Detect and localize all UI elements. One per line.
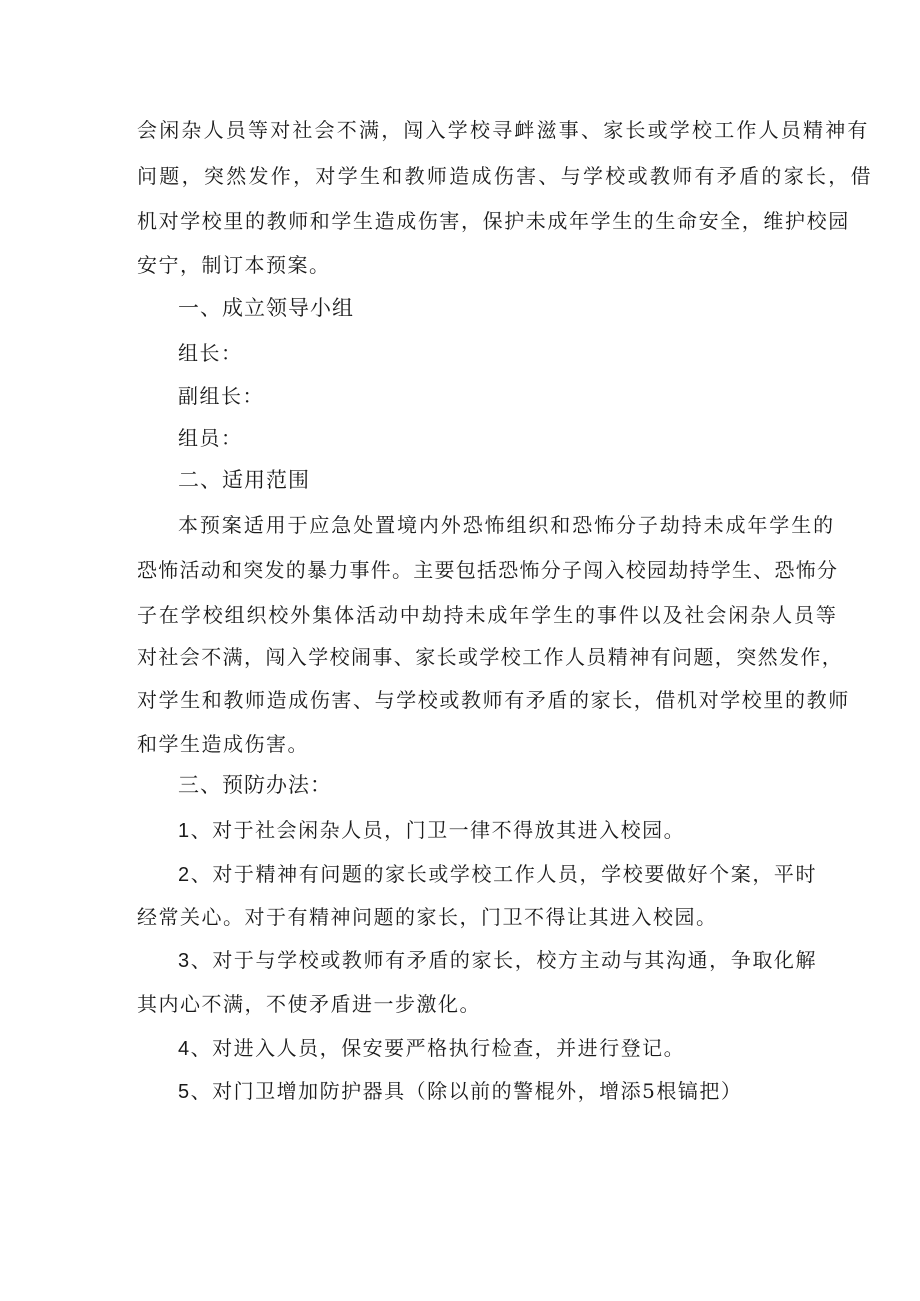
measure-item-4 bbox=[178, 1034, 685, 1063]
measure-item-1 bbox=[178, 816, 685, 845]
measure-number: 1 bbox=[178, 820, 191, 842]
measure-item-3-cont: 其内心不满，不使矛盾进一步激化。 bbox=[137, 992, 481, 1016]
measure-number: 4 bbox=[178, 1038, 191, 1060]
scope-line-2: 恐怖活动和突发的暴力事件。主要包括恐怖分子闯入校园劫持学生、恐怖分 bbox=[137, 558, 839, 582]
measure-item-3 bbox=[178, 946, 817, 975]
measure-text: 、对进入人员，保安要严格执行检查，并进行登记。 bbox=[190, 1036, 686, 1060]
section-1-heading: 一、成立领导小组 bbox=[178, 296, 354, 320]
section-2-heading: 二、适用范围 bbox=[178, 468, 310, 492]
intro-line-2: 问题，突然发作，对学生和教师造成伤害、与学校或教师有矛盾的家长，借 bbox=[137, 164, 873, 188]
intro-line-3: 机对学校里的教师和学生造成伤害，保护未成年学生的生命安全，维护校园 bbox=[137, 209, 850, 233]
measure-number: 2 bbox=[178, 864, 191, 886]
scope-line-1: 本预案适用于应急处置境内外恐怖组织和恐怖分子劫持未成年学生的 bbox=[178, 513, 835, 537]
deputy-label: 副组长： bbox=[178, 384, 264, 408]
measure-text: 、对于精神有问题的家长或学校工作人员，学校要做好个案，平时 bbox=[190, 862, 818, 886]
measure-number: 3 bbox=[178, 950, 191, 972]
intro-line-4: 安宁，制订本预案。 bbox=[137, 253, 331, 277]
leader-label: 组长： bbox=[178, 341, 243, 365]
scope-line-4: 对社会不满，闯入学校闹事、家长或学校工作人员精神有问题，突然发作， bbox=[137, 645, 844, 669]
scope-line-3: 子在学校组织校外集体活动中劫持未成年学生的事件以及社会闲杂人员等 bbox=[137, 603, 838, 627]
measure-number: 5 bbox=[178, 1081, 191, 1103]
members-label: 组员： bbox=[178, 426, 243, 450]
scope-line-5: 对学生和教师造成伤害、与学校或教师有矛盾的家长，借机对学校里的教师 bbox=[137, 688, 850, 712]
measure-text: 、对门卫增加防护器具（除以前的警棍外，增添5根镐把） bbox=[190, 1079, 743, 1103]
measure-item-5 bbox=[178, 1077, 742, 1106]
scope-line-6: 和学生造成伤害。 bbox=[137, 732, 309, 756]
measure-text: 、对于与学校或教师有矛盾的家长，校方主动与其沟通，争取化解 bbox=[190, 948, 818, 972]
measure-item-2 bbox=[178, 860, 817, 889]
section-3-heading: 三、预防办法： bbox=[178, 773, 332, 797]
measure-item-2-cont: 经常关心。对于有精神问题的家长，门卫不得让其进入校园。 bbox=[137, 905, 718, 929]
measure-text: 、对于社会闲杂人员，门卫一律不得放其进入校园。 bbox=[190, 818, 686, 842]
intro-line-1: 会闲杂人员等对社会不满，闯入学校寻衅滋事、家长或学校工作人员精神有 bbox=[137, 118, 870, 142]
